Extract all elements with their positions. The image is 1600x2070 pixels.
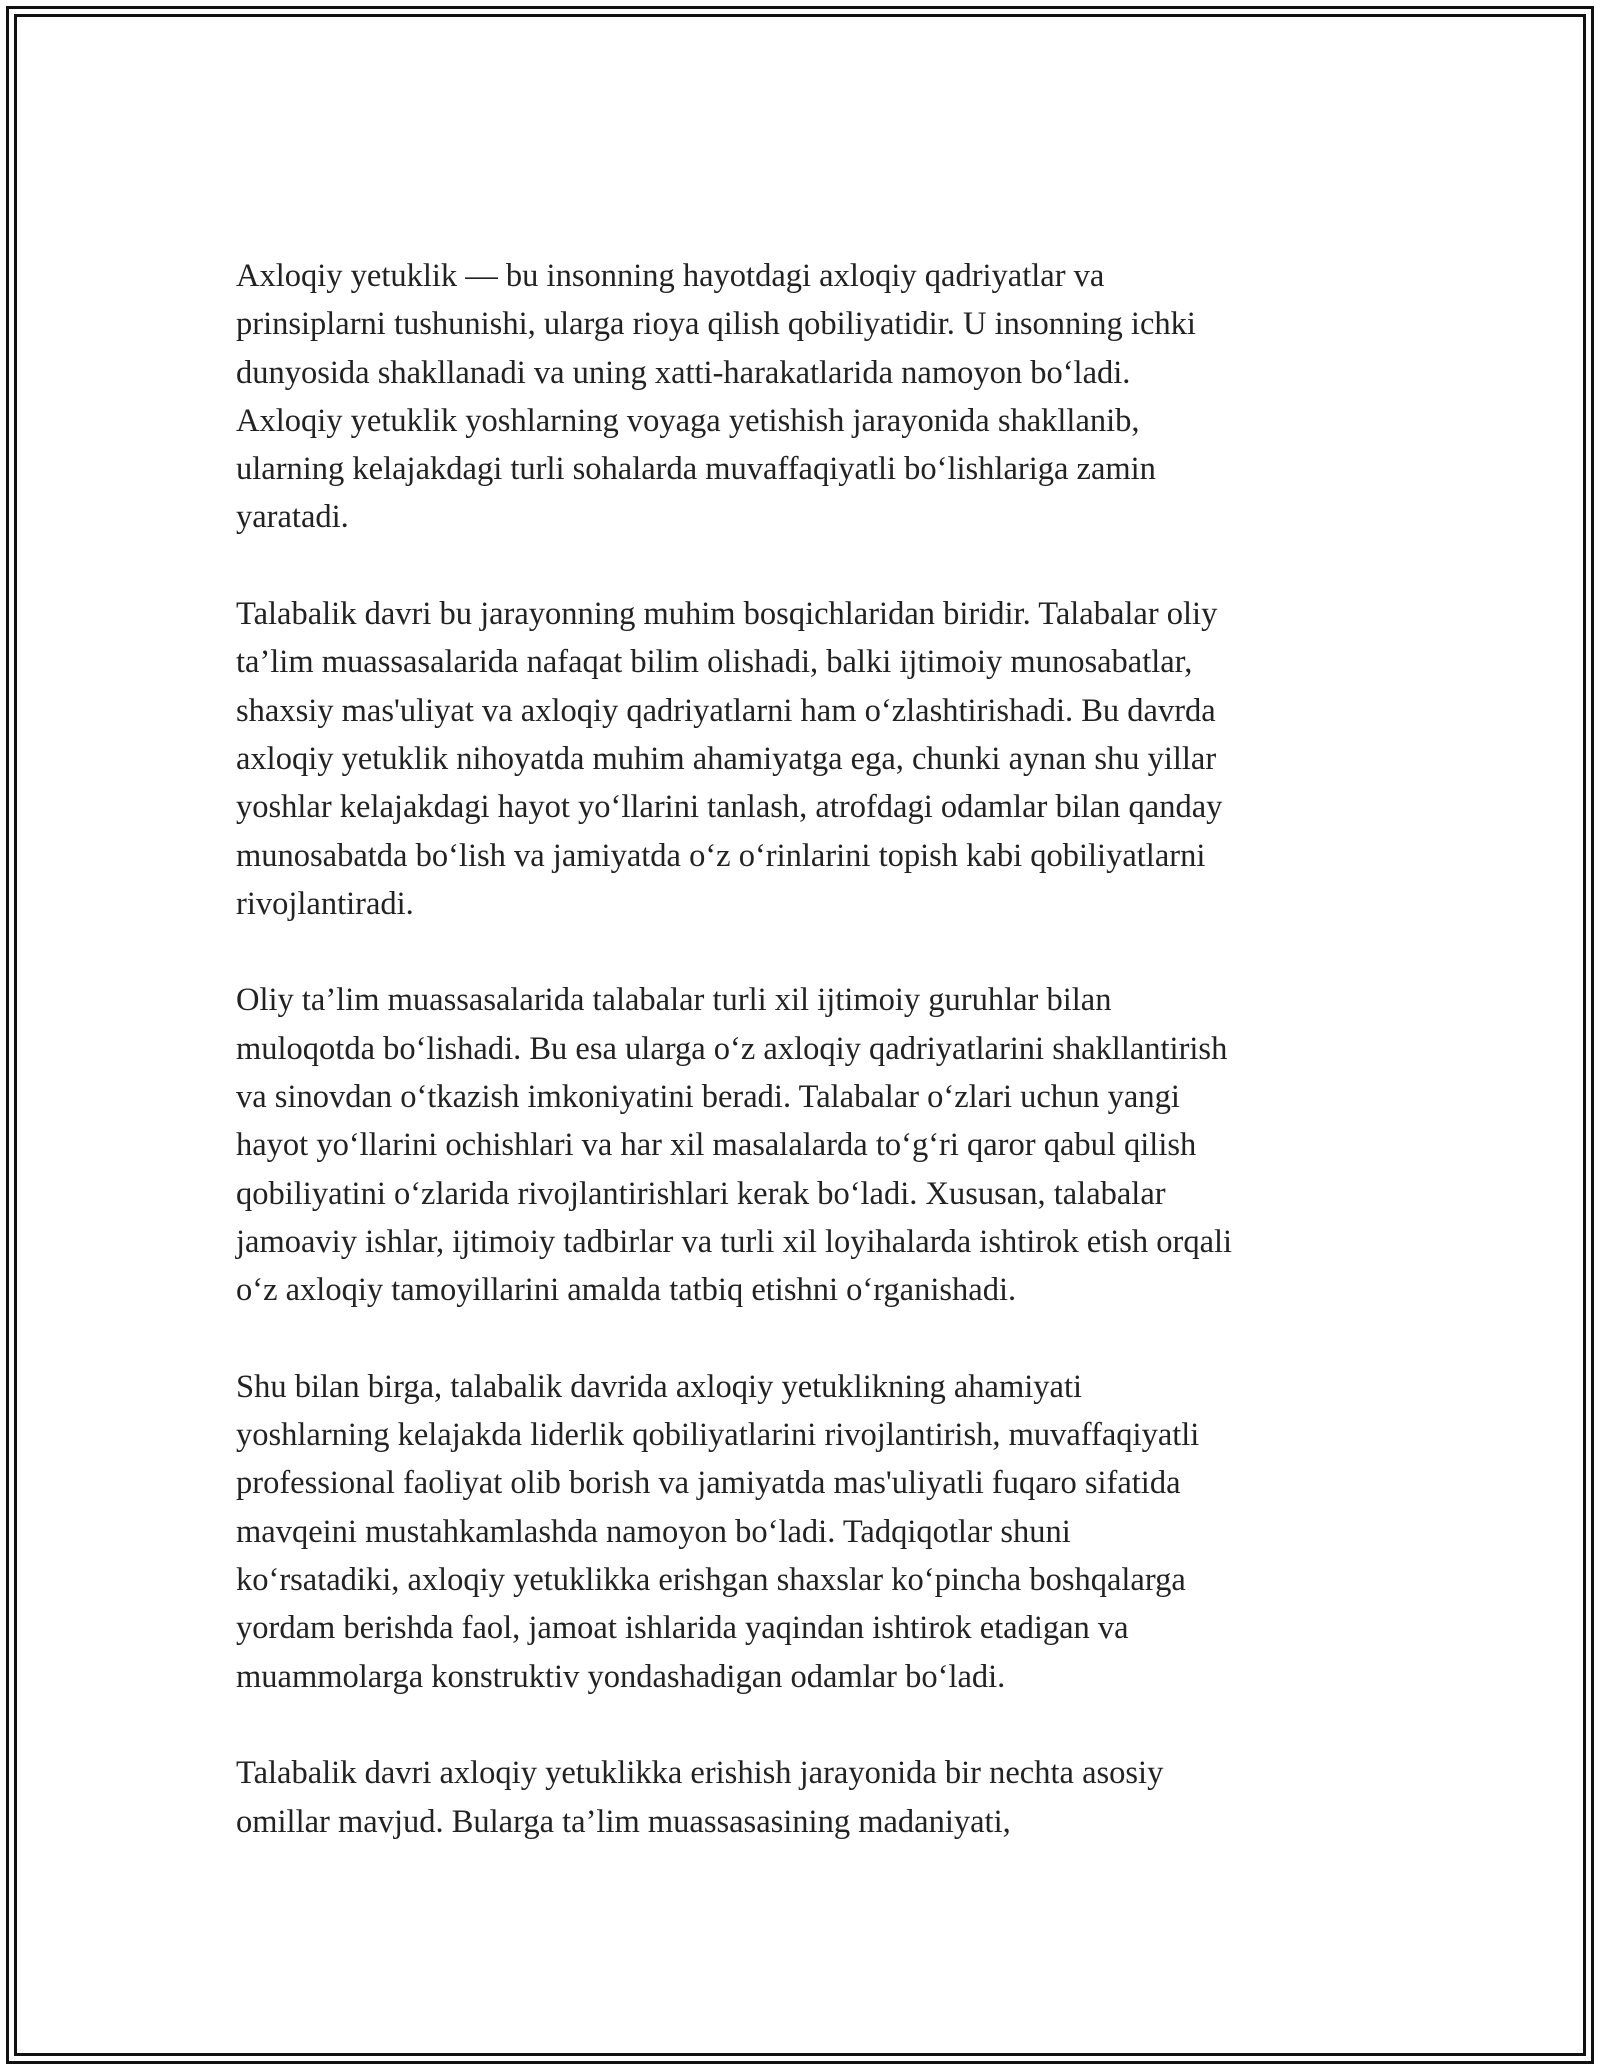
text-line: omillar mavjud. Bularga ta’lim muassasasining madaniyati, <box>236 1803 1011 1840</box>
text-line: rivojlantiradi. <box>236 885 414 922</box>
text-line: Talabalik davri bu jarayonning muhim bosqichlaridan biridir. Talabalar oliy <box>236 596 1218 633</box>
paragraph-1 <box>236 252 1386 542</box>
text-line: ularning kelajakdagi turli sohalarda muvaffaqiyatli boʻlishlariga zamin <box>236 451 1156 488</box>
text-line: Axloqiy yetuklik — bu insonning hayotdagi axloqiy qadriyatlar va <box>236 258 1105 294</box>
paragraph-4 <box>236 1363 1386 1701</box>
text-line: dunyosida shakllanadi va uning xatti-harakatlarida namoyon boʻladi. <box>236 354 1131 391</box>
paragraph-5 <box>236 1749 1386 1846</box>
text-line: professional faoliyat olib borish va jamiyatda mas'uliyatli fuqaro sifatida <box>236 1465 1181 1502</box>
text-line: axloqiy yetuklik nihoyatda muhim ahamiyatga ega, chunki aynan shu yillar <box>236 740 1217 777</box>
text-line: koʻrsatadiki, axloqiy yetuklikka erishgan shaxslar koʻpincha boshqalarga <box>236 1562 1186 1599</box>
text-line: va sinovdan oʻtkazish imkoniyatini beradi. Talabalar oʻzlari uchun yangi <box>236 1079 1180 1116</box>
text-line: yoshlarning kelajakda liderlik qobiliyatlarini rivojlantirish, muvaffaqiyatli <box>236 1417 1200 1454</box>
paragraph-3 <box>236 976 1386 1314</box>
text-line: jamoaviy ishlar, ijtimoiy tadbirlar va turli xil loyihalarda ishtirok etish orqali <box>236 1223 1233 1260</box>
text-line: hayot yoʻllarini ochishlari va har xil masalalarda toʻgʻri qaror qabul qilish <box>236 1127 1197 1164</box>
text-line: qobiliyatini oʻzlarida rivojlantirishlari kerak boʻladi. Xususan, talabalar <box>236 1175 1166 1212</box>
paragraph-2 <box>236 590 1386 928</box>
text-line: muammolarga konstruktiv yondashadigan odamlar boʻladi. <box>236 1658 1006 1695</box>
text-line: oʻz axloqiy tamoyillarini amalda tatbiq etishni oʻrganishadi. <box>236 1272 1017 1309</box>
text-line: Axloqiy yetuklik yoshlarning voyaga yetishish jarayonida shakllanib, <box>236 402 1140 439</box>
text-line: yordam berishda faol, jamoat ishlarida yaqindan ishtirok etadigan va <box>236 1610 1129 1647</box>
text-line: mavqeini mustahkamlashda namoyon boʻladi. Tadqiqotlar shuni <box>236 1513 1071 1550</box>
text-line: ta’lim muassasalarida nafaqat bilim olishadi, balki ijtimoiy munosabatlar, <box>236 644 1193 681</box>
text-line: Shu bilan birga, talabalik davrida axloqiy yetuklikning ahamiyati <box>236 1368 1083 1405</box>
text-line: yoshlar kelajakdagi hayot yoʻllarini tanlash, atrofdagi odamlar bilan qanday <box>236 789 1223 826</box>
text-line: munosabatda boʻlish va jamiyatda oʻz oʻrinlarini topish kabi qobiliyatlarni <box>236 837 1206 874</box>
text-line: Talabalik davri axloqiy yetuklikka erishish jarayonida bir nechta asosiy <box>236 1755 1164 1792</box>
text-line: prinsiplarni tushunishi, ularga rioya qilish qobiliyatidir. U insonning ichki <box>236 306 1196 343</box>
text-line: yaratadi. <box>236 499 349 536</box>
text-line: Oliy ta’lim muassasalarida talabalar turli xil ijtimoiy guruhlar bilan <box>236 982 1112 1019</box>
document-body <box>236 252 1386 1894</box>
text-line: muloqotda boʻlishadi. Bu esa ularga oʻz axloqiy qadriyatlarini shakllantirish <box>236 1030 1228 1067</box>
text-line: shaxsiy mas'uliyat va axloqiy qadriyatlarni ham oʻzlashtirishadi. Bu davrda <box>236 692 1216 729</box>
